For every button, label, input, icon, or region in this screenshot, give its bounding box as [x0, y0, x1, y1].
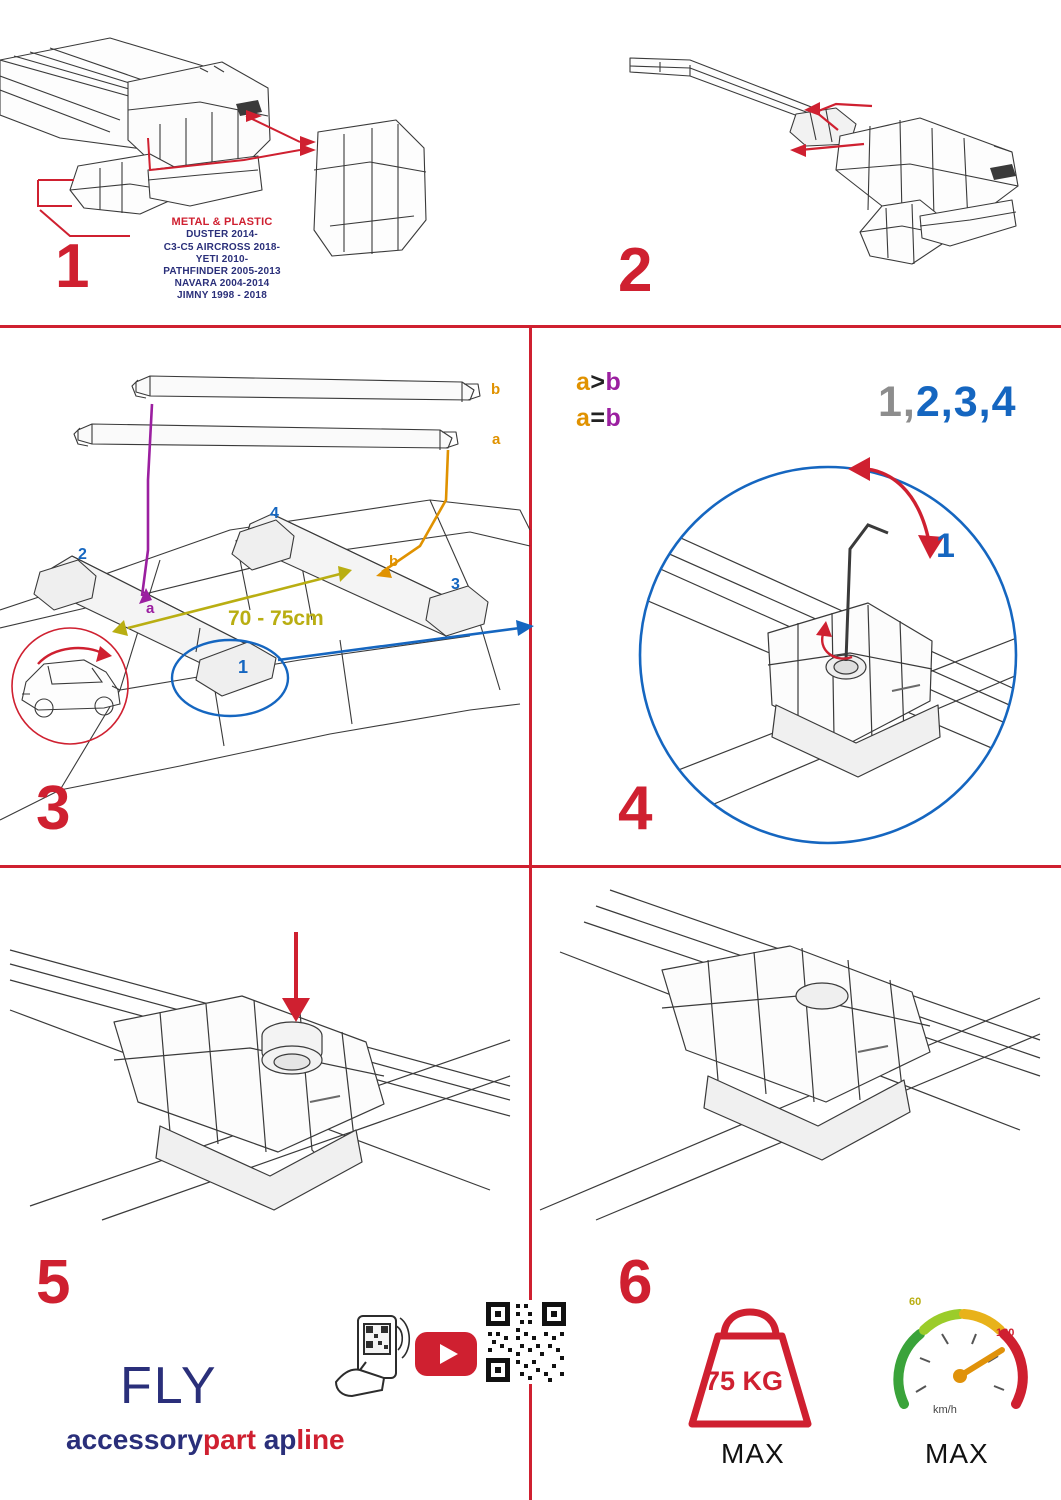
- compare-a-equals-b: [576, 404, 621, 433]
- step4-callout-1: 1: [936, 527, 955, 565]
- compare-a: a: [576, 404, 591, 432]
- compare-b: b: [605, 368, 622, 396]
- metal-plastic-title: METAL & PLASTIC: [171, 216, 273, 228]
- compare-a: a: [576, 368, 591, 396]
- brand-line: line: [296, 1424, 345, 1455]
- panel-4-illustration: [600, 455, 1050, 845]
- max-speed-gauge-icon: [890, 1300, 1030, 1430]
- vehicle-item: NAVARA 2004-2014: [174, 278, 270, 290]
- youtube-play-icon[interactable]: [414, 1331, 478, 1377]
- max-speed-label: MAX: [925, 1438, 989, 1469]
- brand-subtitle: [66, 1424, 345, 1456]
- step-number-5: 5: [36, 1248, 71, 1317]
- gauge-high-tick-label: 120: [996, 1327, 1015, 1339]
- brand-accessory: accessory: [66, 1424, 204, 1455]
- step4-sequence-label: 1,2,3,4: [878, 378, 1017, 426]
- panel-5-illustration: [10, 890, 510, 1220]
- panel-6-illustration: [540, 880, 1050, 1220]
- step-number-4: 4: [618, 774, 653, 843]
- compare-op: =: [590, 404, 606, 432]
- brand-ap: ap: [263, 1424, 297, 1455]
- panel-3-illustration: [0, 360, 530, 843]
- vehicle-item: JIMNY 1998 - 2018: [177, 290, 267, 302]
- compare-op: >: [590, 368, 606, 396]
- compare-a-greater-b: [576, 368, 621, 397]
- brand-part: part: [203, 1424, 256, 1455]
- bar-label-a-mid: a: [146, 600, 155, 617]
- divider-middle-row3: [529, 868, 532, 1500]
- mark-1: 1: [238, 657, 249, 677]
- crossbar-distance-label: 70 - 75cm: [228, 607, 324, 630]
- speed-unit-label: km/h: [933, 1404, 957, 1416]
- step-number-3: 3: [36, 774, 71, 843]
- gauge-low-tick-label: 60: [909, 1296, 922, 1308]
- panel-2-illustration: [620, 40, 1050, 270]
- vehicle-item: C3-C5 AIRCROSS 2018-: [163, 241, 281, 253]
- max-weight-value: 75 KG: [705, 1366, 784, 1396]
- mark-4: 4: [270, 505, 279, 522]
- bar-label-a-top: a: [492, 431, 501, 448]
- step-number-2: 2: [618, 236, 653, 305]
- mark-3: 3: [451, 576, 460, 593]
- vehicle-item: PATHFINDER 2005-2013: [163, 265, 281, 277]
- brand-block: [120, 1356, 218, 1416]
- qr-code-icon: [484, 1300, 568, 1384]
- brand-name-fly: FLY: [120, 1357, 218, 1415]
- max-weight-label: MAX: [721, 1438, 785, 1469]
- compare-b: b: [605, 404, 622, 432]
- step-number-6: 6: [618, 1248, 653, 1317]
- vehicle-item: YETI 2010-: [195, 253, 249, 265]
- vehicle-item: DUSTER 2014-: [186, 229, 258, 241]
- bar-label-b-mid: b: [389, 553, 399, 570]
- phone-scan-icon: [330, 1310, 410, 1400]
- mark-2: 2: [78, 546, 87, 563]
- bar-label-b-top: b: [491, 381, 501, 398]
- metal-plastic-vehicle-list: [62, 216, 382, 303]
- step-number-1: 1: [55, 232, 90, 301]
